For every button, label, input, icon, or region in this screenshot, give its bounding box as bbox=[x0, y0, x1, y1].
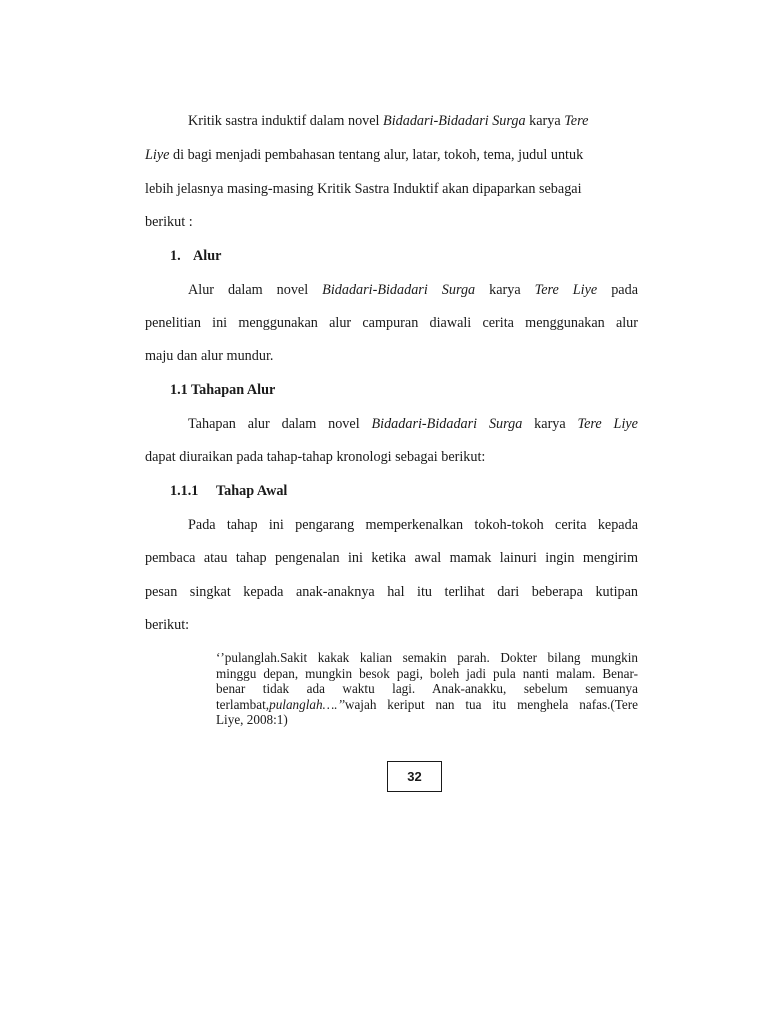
section-1-number: 1. bbox=[170, 248, 181, 264]
section-1-paragraph-line-2: penelitian ini menggunakan alur campuran diawali cerita menggunakan alur bbox=[145, 315, 638, 331]
quote-line-2: minggu depan, mungkin besok pagi, boleh jadi pula nanti malam. Benar- bbox=[216, 665, 638, 681]
section-1-paragraph-line-3: maju dan alur mundur. bbox=[145, 348, 274, 364]
section-1-1-1-number: 1.1.1 bbox=[170, 483, 199, 499]
quote-line-1: ‘’pulanglah.Sakit kakak kalian semakin parah. Dokter bilang mungkin bbox=[216, 650, 638, 665]
section-1-title: Alur bbox=[193, 248, 222, 264]
block-quote bbox=[216, 650, 638, 728]
quote-line-5: Liye, 2008:1) bbox=[216, 712, 288, 728]
section-1-1-1-title: Tahap Awal bbox=[216, 483, 288, 499]
intro-line-1: Kritik sastra induktif dalam novel Bidadari-Bidadari Surga karya Tere bbox=[188, 113, 589, 129]
section-1-paragraph-line-1: Alur dalam novel Bidadari-Bidadari Surga karya Tere Liye pada bbox=[188, 282, 638, 298]
section-1-1-1-paragraph-line-2: pembaca atau tahap pengenalan ini ketika awal mamak lainuri ingin mengirim bbox=[145, 550, 638, 566]
intro-line-4: berikut : bbox=[145, 214, 193, 230]
section-1-1-1-paragraph-line-1: Pada tahap ini pengarang memperkenalkan tokoh-tokoh cerita kepada bbox=[188, 517, 638, 533]
quote-line-4: terlambat,pulanglah….’’wajah keriput nan tua itu menghela nafas.(Tere bbox=[216, 696, 638, 712]
quote-line-3: benar tidak ada waktu lagi. Anak-anakku, sebelum semuanya bbox=[216, 681, 638, 697]
section-1-1-paragraph-line-1: Tahapan alur dalam novel Bidadari-Bidadari Surga karya Tere Liye bbox=[188, 416, 638, 432]
page-number: 32 bbox=[387, 761, 442, 792]
section-1-1-title: 1.1 Tahapan Alur bbox=[170, 382, 276, 398]
section-1-1-paragraph-line-2: dapat diuraikan pada tahap-tahap kronologi sebagai berikut: bbox=[145, 449, 486, 465]
section-1-1-1-paragraph-line-3: pesan singkat kepada anak-anaknya hal itu terlihat dari beberapa kutipan bbox=[145, 584, 638, 600]
intro-line-3: lebih jelasnya masing-masing Kritik Sastra Induktif akan dipaparkan sebagai bbox=[145, 181, 582, 197]
section-1-1-1-paragraph-line-4: berikut: bbox=[145, 617, 190, 633]
intro-line-2: Liye di bagi menjadi pembahasan tentang alur, latar, tokoh, tema, judul untuk bbox=[145, 147, 584, 163]
